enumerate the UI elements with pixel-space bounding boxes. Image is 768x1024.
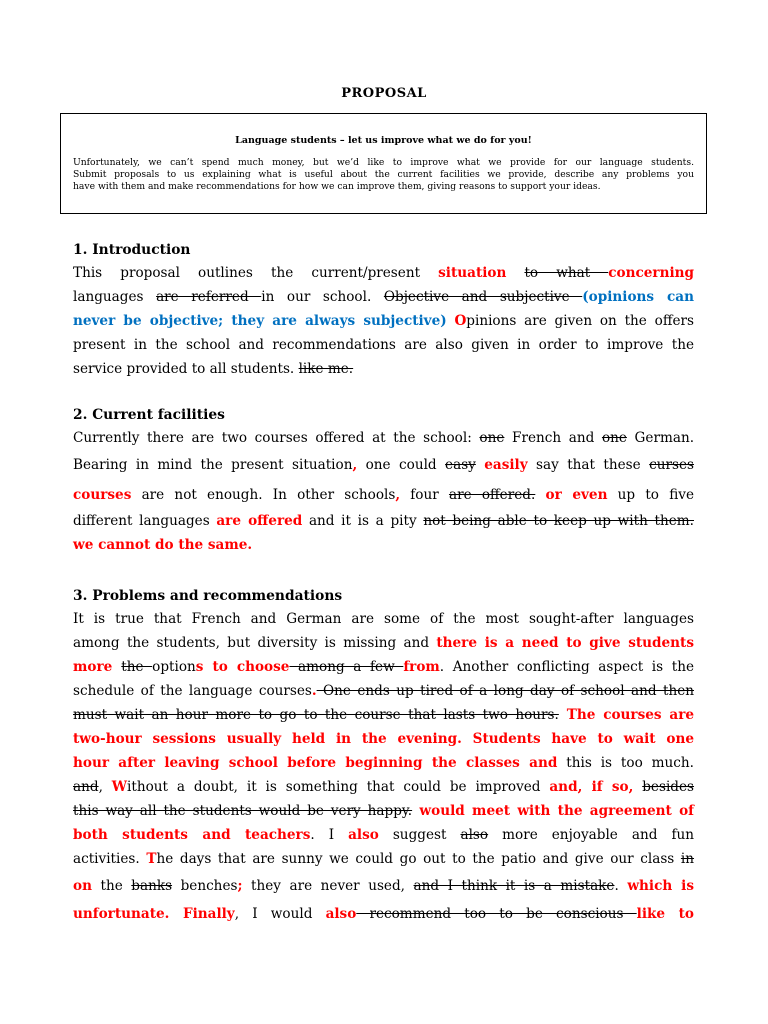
text-line: and, Without a doubt, it is something that could be improved and, if so, besides bbox=[73, 779, 695, 795]
text-line: Currently there are two courses offered at the school: one French and one German. bbox=[73, 430, 695, 446]
text-line: more the options to choose among a few from. Another conflicting aspect is the bbox=[73, 659, 695, 675]
text-line: activities. The days that are sunny we could go out to the patio and give our class in bbox=[73, 851, 695, 867]
text-line: schedule of the language courses. One ends up tired of a long day of school and then bbox=[73, 683, 694, 699]
task-line: Unfortunately, we can’t spend much money, but we’d like to improve what we provide for our language students. bbox=[73, 157, 694, 168]
text-line: both students and teachers. I also suggest also more enjoyable and fun bbox=[73, 827, 694, 843]
text-line: different languages are offered and it is a pity not being able to keep up with them. bbox=[73, 513, 694, 529]
section-current-facilities bbox=[73, 404, 694, 557]
text-line: we cannot do the same. bbox=[73, 537, 253, 553]
task-line: have with them and make recommendations for how we can improve them, giving reasons to support your ideas. bbox=[73, 181, 601, 192]
text-line: Bearing in mind the present situation, one could easy easily say that these curses bbox=[73, 457, 694, 473]
section-introduction bbox=[73, 239, 694, 381]
text-line: this way all the students would be very happy. would meet with the agreement of bbox=[73, 803, 694, 819]
text-line: two-hour sessions usually held in the evening. Students have to wait one bbox=[73, 731, 694, 747]
text-line: courses are not enough. In other schools, four are offered. or even up to five bbox=[73, 487, 694, 503]
task-line: Submit proposals to us explaining what is useful about the current facilities we provide, describe any problems you bbox=[73, 169, 694, 180]
text-line: must wait an hour more to go to the course that lasts two hours. The courses are bbox=[73, 707, 694, 723]
text-line: hour after leaving school before beginning the classes and this is too much. bbox=[73, 755, 694, 771]
task-heading: Language students – let us improve what we do for you! bbox=[235, 135, 532, 146]
text-line: service provided to all students. like me. bbox=[73, 361, 354, 377]
text-line: never be objective; they are always subjective) Opinions are given on the offers bbox=[73, 313, 694, 329]
text-line: It is true that French and German are some of the most sought-after languages bbox=[73, 611, 694, 627]
task-box bbox=[60, 113, 707, 214]
section-heading: 3. Problems and recommendations bbox=[73, 588, 343, 604]
text-line: among the students, but diversity is missing and there is a need to give students bbox=[73, 635, 694, 651]
text-line: unfortunate. Finally, I would also recommend too to be conscious like to bbox=[73, 906, 694, 922]
section-problems-recommendations bbox=[73, 585, 694, 926]
section-heading: 2. Current facilities bbox=[73, 407, 225, 423]
text-line: This proposal outlines the current/present situation to what concerning bbox=[73, 265, 695, 281]
section-heading: 1. Introduction bbox=[73, 242, 191, 258]
page-title: PROPOSAL bbox=[341, 86, 427, 101]
text-line: languages are referred in our school. Objective and subjective (opinions can bbox=[73, 289, 695, 305]
text-line: on the banks benches; they are never used, and I think it is a mistake. which is bbox=[73, 878, 694, 894]
text-line: present in the school and recommendations are also given in order to improve the bbox=[73, 337, 694, 353]
task-body bbox=[73, 157, 694, 193]
